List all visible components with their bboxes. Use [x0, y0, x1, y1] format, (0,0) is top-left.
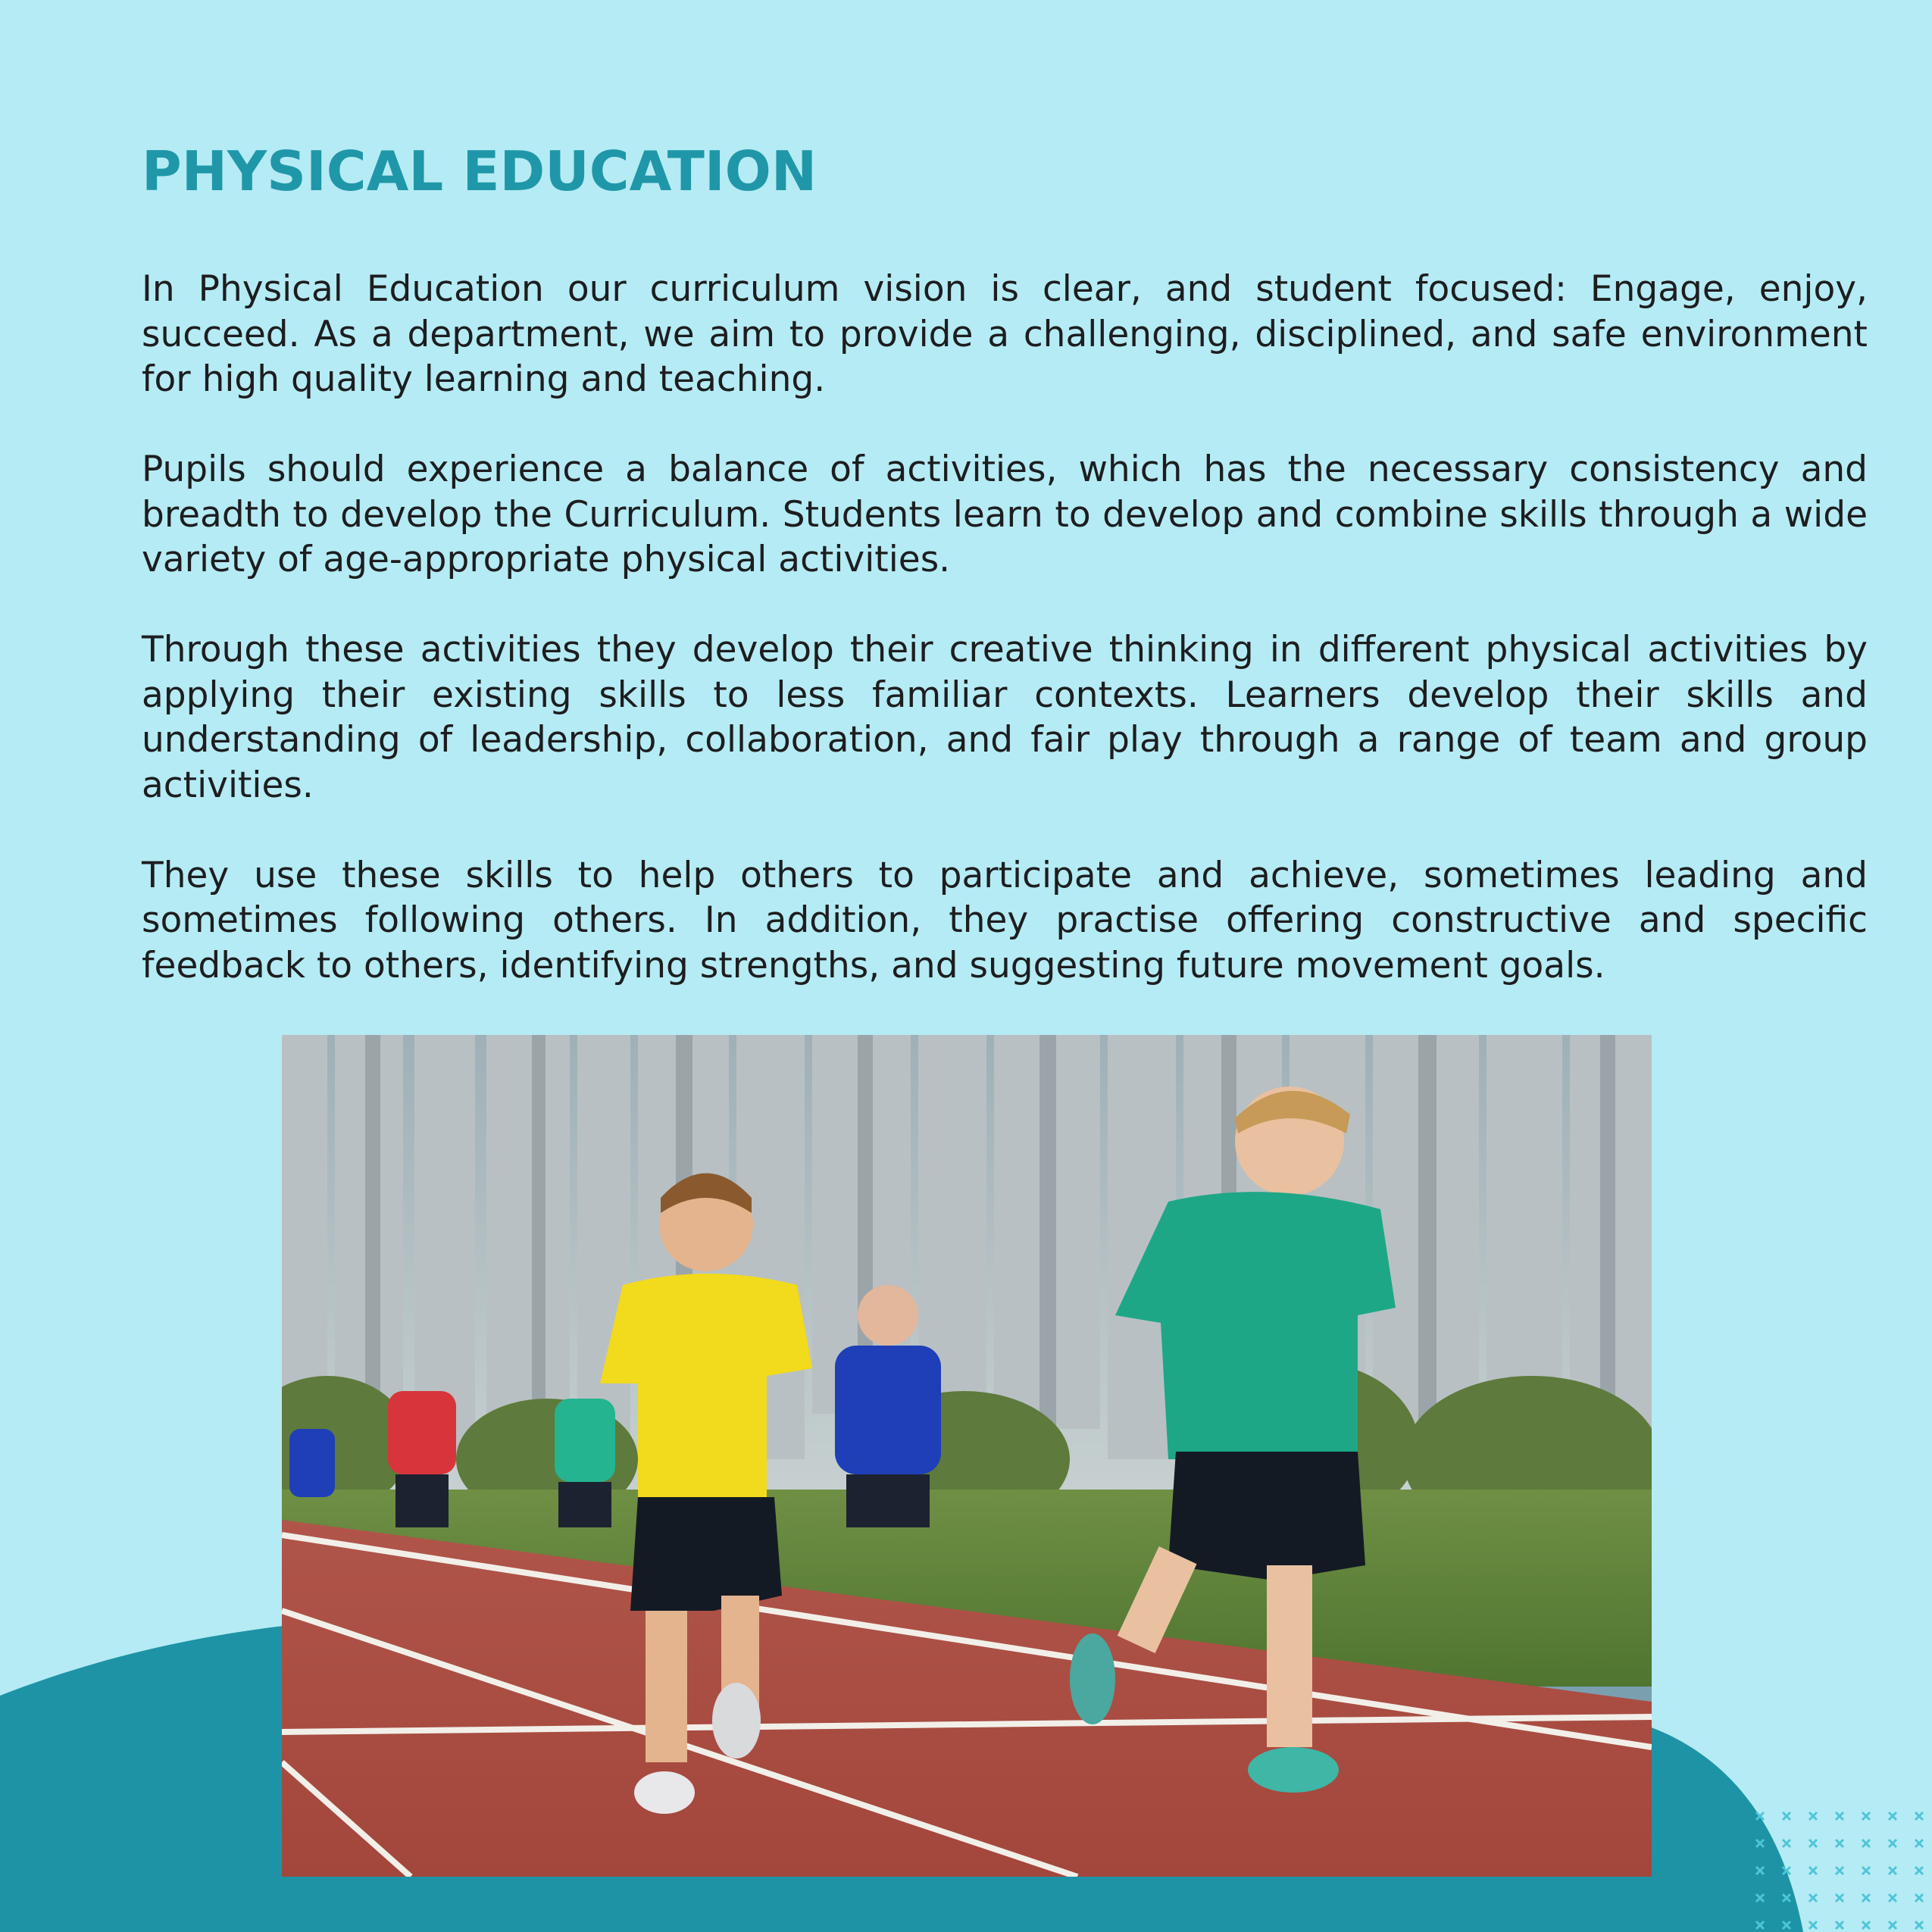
paragraph: They use these skills to help others to participate and achieve, sometimes leading and sometimes following others. In addition, they practise offering constructive and specific feedback to others, identifying strengths, and suggesting future movement goals. [142, 854, 1868, 986]
body-text [142, 267, 1868, 988]
paragraph: Pupils should experience a balance of activities, which has the necessary consistency and breadth to develop the Curriculum. Students learn to develop and combine skills through a wide variety of age-appropriate physical activities. [142, 449, 1868, 580]
paragraph: Through these activities they develop their creative thinking in different physical activities by applying their existing skills to less familiar contexts. Learners develop their skills and understanding of leadership, collaboration, and fair play through a range of team and group activities. [142, 629, 1868, 806]
students-running-photo [282, 1035, 1652, 1877]
page-title: PHYSICAL EDUCATION [142, 139, 818, 203]
paragraph: In Physical Education our curriculum vision is clear, and student focused: Engage, enjoy, succeed. As a department, we aim to provide a challenging, disciplined, and safe environment for high quality learning and teaching. [142, 268, 1868, 400]
